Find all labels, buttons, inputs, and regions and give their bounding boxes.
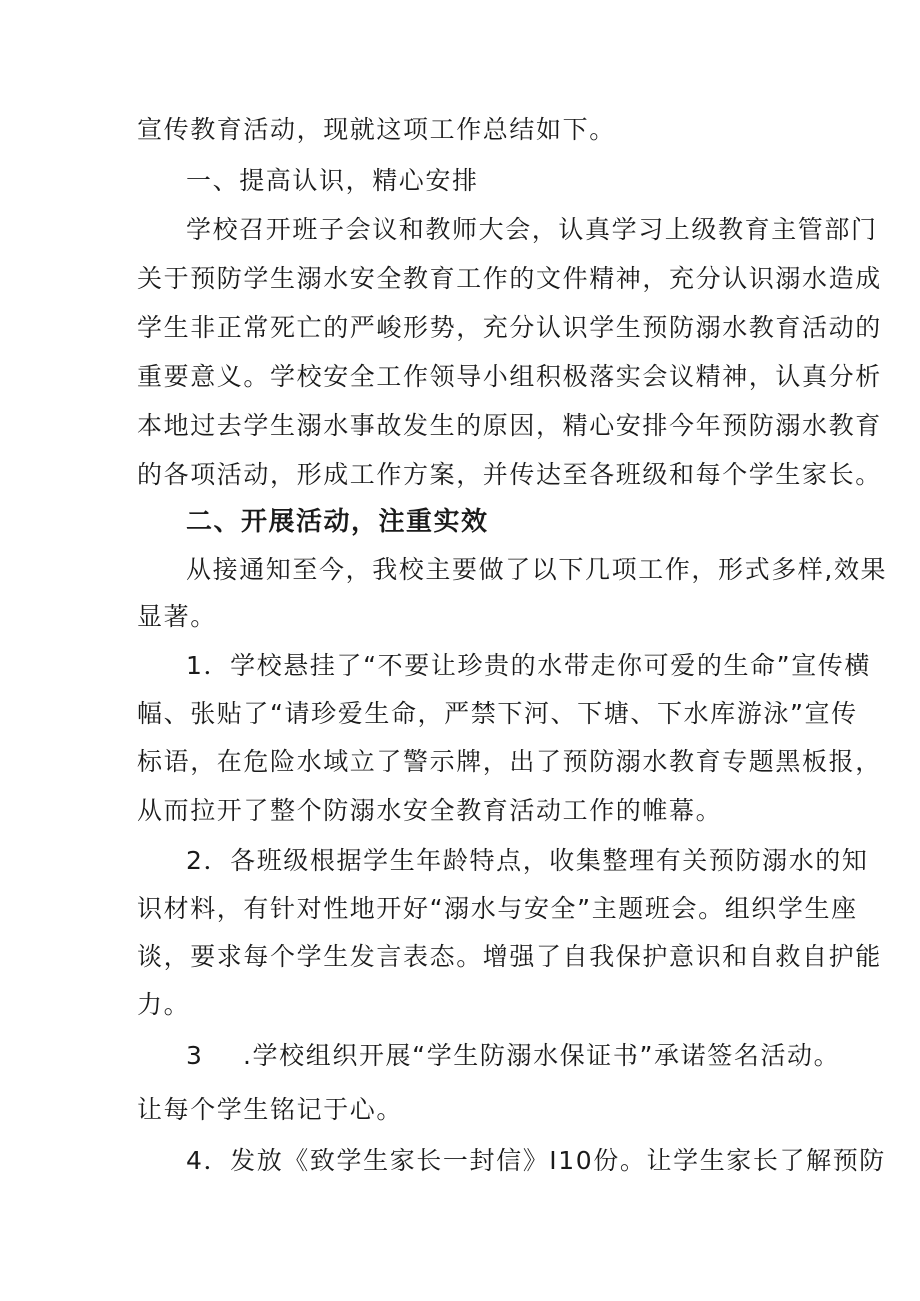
list-item-2-line: 2．各班级根据学生年龄特点，收集整理有关预防溺水的知 [186, 846, 869, 875]
list-item-3-line: .学校组织开展“学生防溺水保证书”承诺签名活动。 [243, 1041, 841, 1070]
paragraph-line: 重要意义。学校安全工作领导小组积极落实会议精神，认真分析 [137, 362, 882, 391]
paragraph-line: 关于预防学生溺水安全教育工作的文件精神，充分认识溺水造成 [137, 264, 882, 293]
paragraph-line: 宣传教育活动，现就这项工作总结如下。 [137, 115, 616, 144]
paragraph-line: 本地过去学生溺水事故发生的原因，精心安排今年预防溺水教育 [137, 411, 882, 440]
section-heading-2: 二、开展活动，注重实效 [186, 507, 489, 537]
paragraph-line: 显著。 [137, 602, 217, 631]
list-item-4-line: 4．发放《致学生家长一封信》I10份。让学生家长了解预防 [186, 1146, 886, 1175]
list-item-1-line: 标语，在危险水域立了警示牌，出了预防溺水教育专题黑板报， [137, 747, 882, 776]
list-item-2-line: 谈，要求每个学生发言表态。增强了自我保护意识和自救自护能 [137, 942, 882, 971]
list-item-2-line: 识材料，有针对性地开好“溺水与安全”主题班会。组织学生座 [137, 894, 858, 923]
paragraph-line: 从接通知至今，我校主要做了以下几项工作，形式多样,效果 [186, 555, 888, 584]
paragraph-line: 学生非正常死亡的严峻形势，充分认识学生预防溺水教育活动的 [137, 313, 882, 342]
list-item-3-line: 让每个学生铭记于心。 [137, 1095, 404, 1124]
paragraph-line: 学校召开班子会议和教师大会，认真学习上级教育主管部门 [186, 215, 878, 244]
list-item-3-number: 3 [186, 1041, 204, 1070]
paragraph-line: 的各项活动，形成工作方案，并传达至各班级和每个学生家长。 [137, 460, 882, 489]
list-item-1-line: 1．学校悬挂了“不要让珍贵的水带走你可爱的生命”宣传横 [186, 651, 872, 680]
list-item-1-line: 从而拉开了整个防溺水安全教育活动工作的帷幕。 [137, 796, 723, 825]
list-item-2-line: 力。 [137, 990, 191, 1019]
section-heading-1: 一、提高认识，精心安排 [186, 166, 479, 195]
list-item-1-line: 幅、张贴了“请珍爱生命，严禁下河、下塘、下水库游泳”宣传 [137, 699, 858, 728]
